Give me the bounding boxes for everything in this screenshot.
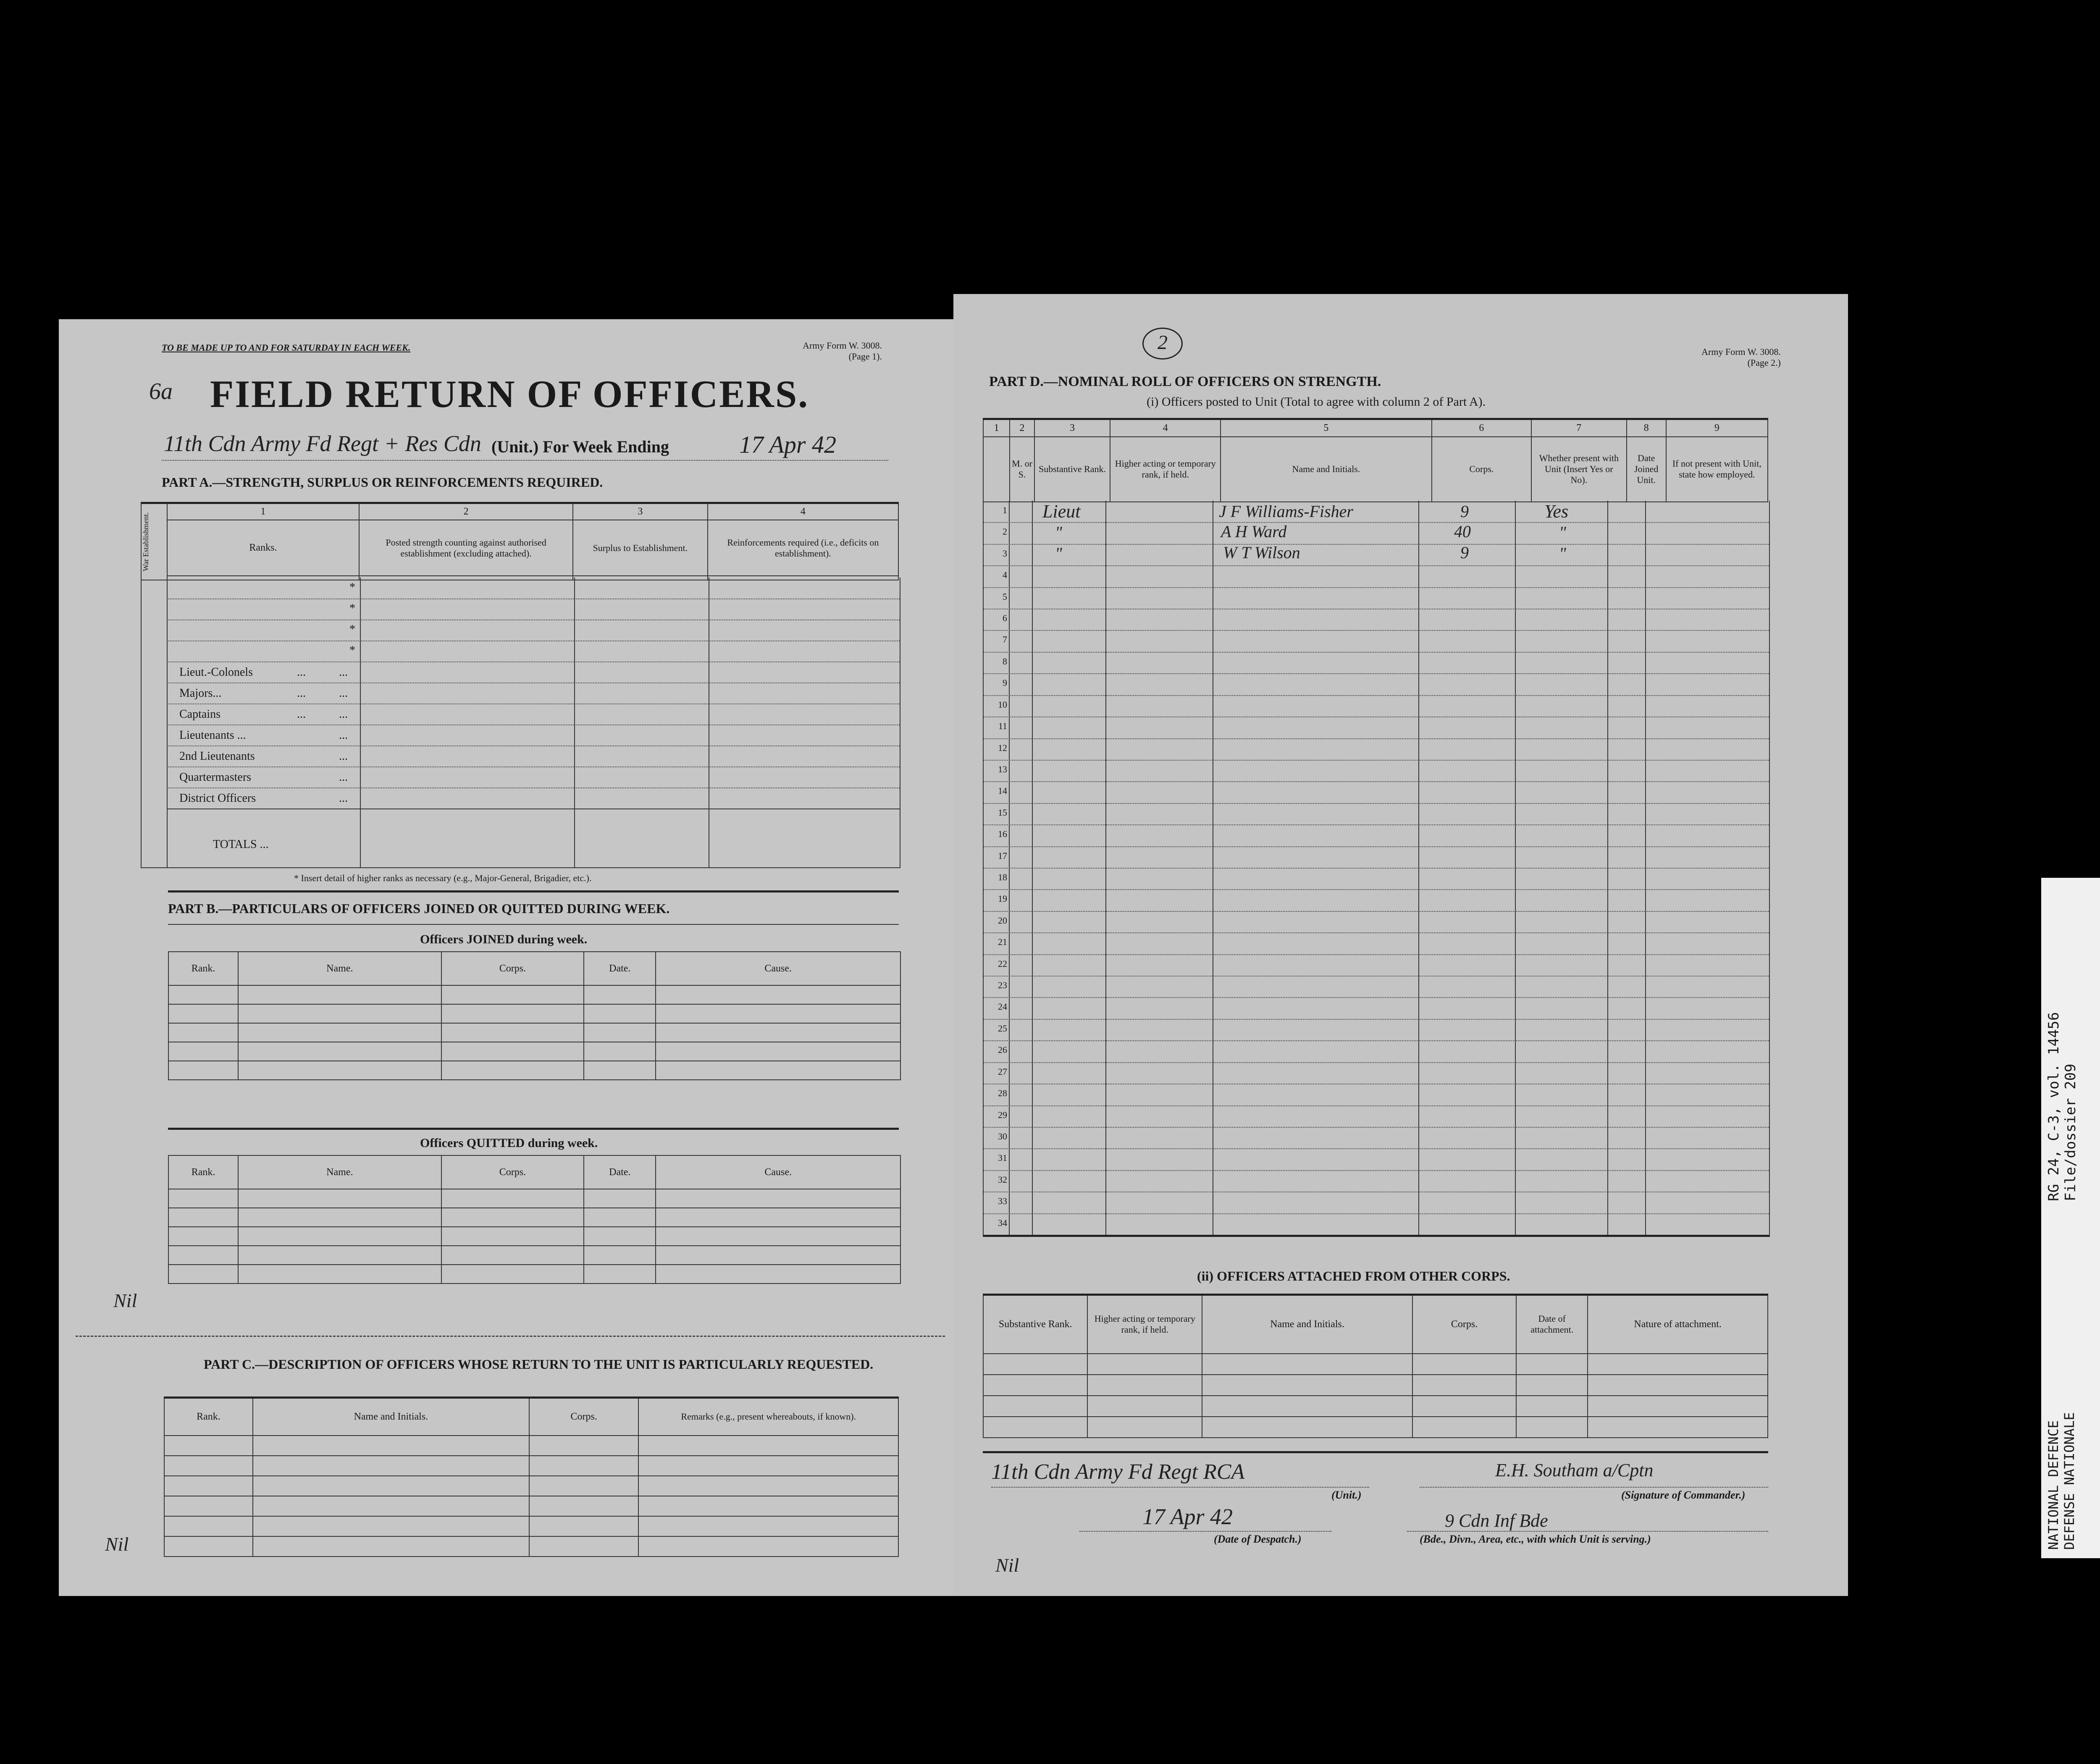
rank-row: Lieutenants ... ...	[179, 729, 348, 742]
part-d-row-number: 18	[998, 872, 1007, 882]
part-d-row-number: 12	[998, 742, 1007, 753]
entry-2-rank: "	[1055, 523, 1062, 542]
part-d-row-line	[984, 695, 1769, 696]
col-reinforcements: Reinforcements required (i.e., deficits on establishment).	[708, 520, 898, 576]
part-d-row-line	[984, 954, 1769, 955]
part-d-row-line	[984, 544, 1769, 545]
part-d-row-number: 24	[998, 1001, 1007, 1012]
rank-row: Majors... ... ...	[179, 687, 348, 700]
entry-3-corps: 9	[1460, 543, 1469, 562]
part-d-row-number: 28	[998, 1088, 1007, 1099]
footer-bde-handwritten: 9 Cdn Inf Bde	[1445, 1510, 1548, 1531]
archive-department: NATIONAL DEFENCE DEFENSE NATIONALE	[2045, 1412, 2077, 1550]
entry-2-present: "	[1559, 523, 1566, 542]
part-b-heading: PART B.—PARTICULARS OF OFFICERS JOINED OR QUITTED DURING WEEK.	[168, 901, 670, 916]
footer-nil-handwritten: Nil	[995, 1554, 1019, 1576]
form-number-p2: Army Form W. 3008. (Page 2.)	[1701, 346, 1781, 368]
part-d-rows	[983, 501, 1770, 1237]
part-a-heading: PART A.—STRENGTH, SURPLUS OR REINFORCEMENTS REQUIRED.	[162, 475, 603, 490]
part-d-row-line	[984, 522, 1769, 523]
part-d-row-line	[984, 673, 1769, 674]
part-d-row-line	[984, 781, 1769, 782]
entry-3-rank: "	[1055, 544, 1062, 563]
part-d-row-line	[984, 1170, 1769, 1171]
part-d-row-line	[984, 889, 1769, 890]
part-d-row-number: 27	[998, 1066, 1007, 1077]
entry-2-name: A H Ward	[1221, 522, 1287, 541]
part-c-nil-handwritten: Nil	[105, 1533, 129, 1555]
part-d-row-number: 6	[1003, 613, 1007, 624]
part-a-table: War Establishment. 1 2 3 4 Ranks. Posted strength counting against authorised establishment (excluding attached). Surplus to Establishment. Reinforcements required (i.e., deficits on establishment).	[141, 502, 899, 580]
part-d-row-number: 1	[1003, 505, 1007, 515]
archive-label	[2041, 878, 2100, 1558]
part-d-row-line	[984, 911, 1769, 912]
form-page-2	[953, 294, 1848, 1596]
footer-date-label: (Date of Despatch.)	[1214, 1533, 1302, 1545]
part-d-table-header: 1 2 3 4 5 6 7 8 9 M. or S. Substantive Rank. Higher acting or temporary rank, if held. Name and Initials. Corps. Whether present with Unit (Insert Yes or No). Date Joined Unit. If not present with Unit, state how employed.	[983, 418, 1768, 502]
part-d-row-number: 29	[998, 1109, 1007, 1120]
footer-unit-label: (Unit.)	[1331, 1489, 1362, 1501]
part-d-row-number: 16	[998, 829, 1007, 840]
part-d-row-number: 14	[998, 785, 1007, 796]
part-d-row-number: 20	[998, 915, 1007, 926]
part-d-row-number: 4	[1003, 570, 1007, 580]
war-establishment-label: War Establishment.	[142, 512, 150, 572]
part-d-row-line	[984, 1019, 1769, 1020]
part-d-row-line	[984, 824, 1769, 825]
rank-row: Quartermasters ...	[179, 771, 348, 784]
entry-1-rank: Lieut	[1042, 501, 1081, 522]
week-ending-handwritten: 17 Apr 42	[739, 431, 836, 458]
part-b-nil-handwritten: Nil	[113, 1290, 137, 1311]
part-d-row-number: 26	[998, 1045, 1007, 1055]
circled-page-number: 2	[1142, 328, 1183, 360]
part-d-row-line	[984, 803, 1769, 804]
part-d-row-line	[984, 1213, 1769, 1214]
part-d-row-line	[984, 587, 1769, 588]
part-a-footnote: * Insert detail of higher ranks as necessary (e.g., Major-General, Brigadier, etc.).	[294, 873, 592, 883]
part-d-row-number: 22	[998, 958, 1007, 969]
part-d-row-line	[984, 868, 1769, 869]
part-d-row-number: 23	[998, 980, 1007, 991]
part-c-heading: PART C.—DESCRIPTION OF OFFICERS WHOSE RETURN TO THE UNIT IS PARTICULARLY REQUESTED.	[204, 1357, 874, 1372]
rank-row: Lieut.-Colonels ... ...	[179, 666, 348, 679]
part-d-row-line	[984, 997, 1769, 998]
part-d-sub-i: (i) Officers posted to Unit (Total to agree with column 2 of Part A).	[1147, 395, 1486, 409]
page-mark: 6a	[149, 378, 173, 404]
totals-label: TOTALS ...	[213, 838, 269, 851]
part-d-row-number: 10	[998, 699, 1007, 710]
entry-1-corps: 9	[1460, 502, 1469, 521]
form-title: FIELD RETURN OF OFFICERS.	[210, 373, 809, 415]
part-d-ii-heading: (ii) OFFICERS ATTACHED FROM OTHER CORPS.	[1197, 1268, 1510, 1284]
quitted-heading: Officers QUITTED during week.	[420, 1136, 598, 1150]
unit-handwritten: 11th Cdn Army Fd Regt + Res Cdn	[164, 431, 481, 456]
joined-heading: Officers JOINED during week.	[420, 932, 588, 946]
rank-row: Captains ... ...	[179, 708, 348, 721]
unit-label: (Unit.) For Week Ending	[491, 437, 669, 456]
part-d-row-line	[984, 630, 1769, 631]
part-a-rows: * * * * Lieut.-Colonels ... ... Majors... ... ... Captains ... ... Lieutenants ... ... 2nd Lieutenants ... Quartermasters ... District Officers ...	[141, 578, 900, 825]
part-d-row-line	[984, 932, 1769, 933]
part-d-row-number: 33	[998, 1196, 1007, 1207]
part-d-row-number: 21	[998, 937, 1007, 948]
footer-date-handwritten: 17 Apr 42	[1142, 1504, 1233, 1529]
part-d-row-number: 17	[998, 850, 1007, 861]
part-d-row-number: 13	[998, 764, 1007, 774]
part-a-totals-row	[141, 825, 900, 868]
part-d-ii-table: Substantive Rank. Higher acting or temporary rank, if held. Name and Initials. Corps. Date of attachment. Nature of attachment.	[983, 1294, 1768, 1438]
footer-signature-label: (Signature of Commander.)	[1621, 1489, 1746, 1501]
part-d-row-number: 11	[998, 721, 1007, 732]
rank-row: 2nd Lieutenants ...	[179, 750, 348, 763]
part-d-row-line	[984, 760, 1769, 761]
col-ranks: Ranks.	[167, 520, 360, 576]
col-posted-strength: Posted strength counting against authorised establishment (excluding attached).	[359, 520, 573, 576]
part-d-row-line	[984, 846, 1769, 847]
instruction-line: TO BE MADE UP TO AND FOR SATURDAY IN EACH WEEK.	[162, 342, 411, 353]
part-d-row-number: 30	[998, 1131, 1007, 1142]
part-d-row-number: 15	[998, 807, 1007, 818]
part-d-row-number: 34	[998, 1217, 1007, 1228]
part-c-table: Rank. Name and Initials. Corps. Remarks (e.g., present whereabouts, if known).	[164, 1396, 899, 1557]
part-d-row-number: 5	[1003, 591, 1007, 602]
footer-unit-handwritten: 11th Cdn Army Fd Regt RCA	[991, 1460, 1245, 1484]
part-d-heading: PART D.—NOMINAL ROLL OF OFFICERS ON STRENGTH.	[989, 374, 1381, 389]
entry-1-present: Yes	[1544, 501, 1569, 522]
part-d-row-number: 3	[1003, 548, 1007, 559]
entry-2-corps: 40	[1454, 522, 1471, 541]
form-page-1	[59, 319, 953, 1596]
rank-row: District Officers ...	[179, 792, 348, 805]
col-surplus: Surplus to Establishment.	[573, 520, 708, 576]
joined-table: Rank. Name. Corps. Date. Cause.	[168, 951, 901, 1080]
part-d-row-number: 19	[998, 893, 1007, 904]
part-d-row-line	[984, 565, 1769, 566]
part-d-row-line	[984, 1148, 1769, 1149]
quitted-table: Rank. Name. Corps. Date. Cause.	[168, 1155, 901, 1284]
part-d-row-number: 25	[998, 1023, 1007, 1034]
form-number: Army Form W. 3008. (Page 1).	[803, 340, 882, 362]
part-d-row-line	[984, 1062, 1769, 1063]
entry-3-present: "	[1559, 544, 1566, 563]
part-d-row-number: 8	[1003, 656, 1007, 667]
part-d-row-number: 32	[998, 1174, 1007, 1185]
footer-bde-label: (Bde., Divn., Area, etc., with which Unit is serving.)	[1420, 1533, 1651, 1545]
part-d-row-line	[984, 738, 1769, 739]
part-d-row-line	[984, 1105, 1769, 1106]
footer-signature-handwritten: E.H. Southam a/Cptn	[1495, 1460, 1654, 1480]
entry-3-name: W T Wilson	[1223, 543, 1300, 562]
part-d-row-number: 2	[1003, 526, 1007, 537]
entry-1-name: J F Williams-Fisher	[1219, 502, 1353, 521]
part-d-row-line	[984, 652, 1769, 653]
archive-reference: RG 24, C-3, vol. 14456 File/dossier 209	[2045, 1012, 2079, 1201]
part-d-row-number: 7	[1003, 634, 1007, 645]
part-d-row-number: 31	[998, 1152, 1007, 1163]
part-d-row-line	[984, 1040, 1769, 1041]
part-d-row-line	[984, 1127, 1769, 1128]
part-d-row-number: 9	[1003, 677, 1007, 688]
